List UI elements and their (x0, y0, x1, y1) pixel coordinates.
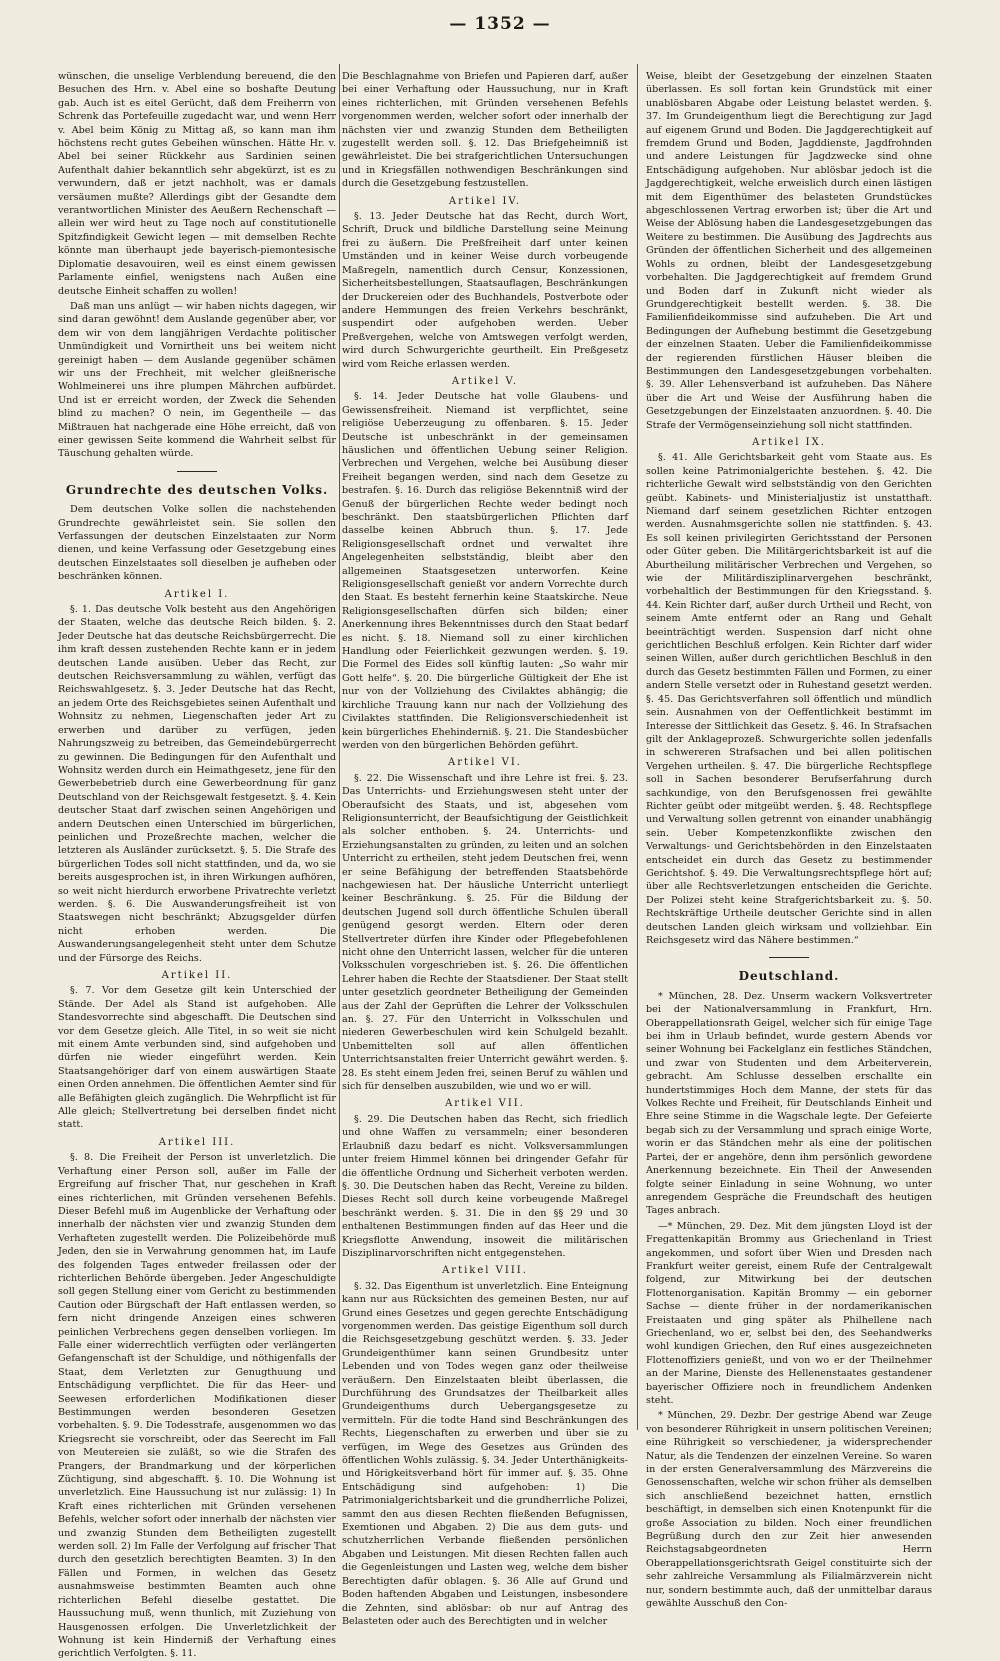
article-text: wünschen, die unselige Verblendung bereuend, die den Besuchen des Hrn. v. Abel eine so boshafte Deutung gab. Auch ist es eitel Gerücht, daß dem Freiherrn von Schrenk das Portefeuille zugedacht war, und wenn Herr v. Abel beim König zu Mittag aß, so kann man ihm höchstens recht gutes Gebeihen wünschen. Hätte Hr. v. Abel bei seiner Rückkehr aus Sardinien seinen Aufenthalt dahier bekanntlich sehr abgekürzt, ist es zu verwundern, daß er jetzt nachholt, was er damals versäumen mußte? Allerdings gibt der Gesandte dem verantwortlichen Minister des Aeußern Rechenschaft — allein wer wird heut zu Tage noch auf constitutionelle Spitzfindigkeit Gewicht legen — mit demselben Rechte könnte man überhaupt jede bayerisch-piemontesische Diplomatie desavouiren, weil es einst einem gewissen Parlamente einfiel, wenigstens nach Außen eine deutsche Einheit schaffen zu wollen! (58, 71, 336, 297)
column-right (646, 70, 932, 1610)
section-heading: Deutschland. (738, 969, 840, 984)
article-heading: Artikel III. (158, 1136, 236, 1148)
column-middle (342, 70, 628, 1627)
article-text: Die Beschlagnahme von Briefen und Papieren darf, außer bei einer Verhaftung oder Haussuchung, nur in Kraft eines richterlichen, mit Gründen versehenen Befehls vorgenommen werden, welcher sofort oder innerhalb der nächsten vier und zwanzig Stunden dem Betheiligten zugestellt werden soll. §. 12. Das Briefgeheimniß ist gewährleistet. Die bei strafgerichtlichen Untersuchungen und in Kriegsfällen nothwendigen Beschränkungen sind durch die Gesetzgebung festzustellen. (342, 71, 628, 190)
article-text: §. 41. Alle Gerichtsbarkeit geht vom Staate aus. Es sollen keine Patrimonialgerichte bestehen. §. 42. Die richterliche Gewalt wird selbstständig von den Gerichten geübt. Kabinets- und Ministerialjustiz ist unstatthaft. Niemand darf seinem gesetzlichen Richter entzogen werden. Ausnahmsgerichte sollen nie stattfinden. §. 43. Es soll keinen privilegirten Gerichtsstand der Personen oder Güter geben. Die Militärgerichtsbarkeit ist auf die Aburtheilung militärischer Verbrechen und Vergehen, so wie der Militärdisziplinarvergehen beschränkt, vorbehaltlich der Bestimmungen für den Kriegsstand. §. 44. Kein Richter darf, außer durch Urtheil und Recht, von seinem Amte entfernt oder an Rang und Gehalt beeinträchtigt werden. Suspension darf nicht ohne gerichtlichen Beschluß erfolgen. Kein Richter darf wider seinen Willen, außer durch gerichtlichen Beschluß in den durch das Gesetz bestimmten Fällen und Formen, zu einer andern Stelle versetzt oder in Ruhestand gesetzt werden. §. 45. Das Gerichtsverfahren soll öffentlich und mündlich sein. Ausnahmen von der Oeffentlichkeit bestimmt im Interesse der Sittlichkeit das Gesetz. §. 46. In Strafsachen gilt der Anklageprozeß. Schwurgerichte sollen jedenfalls in schwereren Strafsachen und bei allen politischen Vergehen urtheilen. §. 47. Die bürgerliche Rechtspflege soll in Sachen besonderer Berufserfahrung durch sachkundige, von den Berufsgenossen frei gewählte Richter geübt oder mitgeübt werden. §. 48. Rechtspflege und Verwaltung sollen getrennt von einander unabhängig sein. Ueber Kompetenzkonflikte zwischen den Verwaltungs- und Gerichtsbehörden in den Einzelstaaten entscheidet ein durch das Gesetz zu bestimmender Gerichtshof. §. 49. Die Verwaltungsrechtspflege hört auf; über alle Rechtsverletzungen entscheiden die Gerichte. Der Polizei steht keine Strafgerichtsbarkeit zu. §. 50. Rechtskräftige Urtheile deutscher Gerichte sind in allen deutschen Landen gleich wirksam und vollziehbar. Ein Reichsgesetz wird das Nähere bestimmen.“ (646, 452, 932, 946)
article-text: §. 8. Die Freiheit der Person ist unverletzlich. Die Verhaftung einer Person soll, außer im Falle der Ergreifung auf frischer That, nur geschehen in Kraft eines richterlichen, mit Gründen versehenen Befehls. Dieser Befehl muß im Augenblicke der Verhaftung oder innerhalb der nächsten vier und zwanzig Stunden dem Verhafteten zugestellt werden. Die Polizeibehörde muß Jeden, den sie in Verwahrung genommen hat, im Laufe des folgenden Tages entweder freilassen oder der richterlichen Behörde übergeben. Jeder Angeschuldigte soll gegen Stellung einer vom Gericht zu bestimmenden Caution oder Bürgschaft der Haft entlassen werden, so fern nicht dringende Anzeigen eines schweren peinlichen Verbrechens gegen denselben vorliegen. Im Falle einer widerrechtlich verfügten oder verlängerten Gefangenschaft ist der Schuldige, und nöthigenfalls der Staat, dem Verletzten zur Genugthuung und Entschädigung verpflichtet. Die für das Heer- und Seewesen erforderlichen Modifikationen dieser Bestimmungen werden besonderen Gesetzen vorbehalten. §. 9. Die Todesstrafe, ausgenommen wo das Kriegsrecht sie vorschreibt, oder das Seerecht im Fall von Meutereien sie zuläßt, so wie die Strafen des Prangers, der Brandmarkung und der körperlichen Züchtigung, sind abgeschafft. §. 10. Die Wohnung ist unverletzlich. Eine Haussuchung ist nur zulässig: 1) In Kraft eines richterlichen mit Gründen versehenen Befehls, welcher sofort oder innerhalb der nächsten vier und zwanzig Stunden dem Betheiligten zugestellt werden soll. 2) Im Falle der Verfolgung auf frischer That durch den gesetzlich berechtigten Beamten. 3) In den Fällen und Formen, in welchen das Gesetz ausnahmsweise bestimmten Beamten auch ohne richterlichen Befehl dieselbe gestattet. Die Haussuchung muß, wenn thunlich, mit Zuziehung von Hausgenossen erfolgen. Die Unverletzlichkeit der Wohnung ist kein Hinderniß der Verhaftung eines gerichtlich Verfolgten. §. 11. (58, 1152, 336, 1660)
news-item: * München, 28. Dez. Unserm wackern Volksvertreter bei der Nationalversammlung in Frankfurt, Hrn. Oberappellationsrath Geigel, welcher sich für einige Tage bei ihm in Urlaub befindet, wurde gestern Abends vor seiner Wohnung bei Fackelglanz ein festliches Ständchen, und zwar von Studenten und dem Arbeiterverein, gebracht. Am Schlusse desselben erschallte ein hundertstimmiges Hoch dem Manne, der stets für das Volkes Rechte und Freiheit, für Deutschlands Einheit und Ehre seine Stimme in die Wagschale legte. Der Gefeierte begab sich zu der Versammlung und sprach einige Worte, worin er das Ständchen mehr als eine der politischen Partei, der er angehöre, denn ihm persönlich gewordene Anerkennung bezeichnete. Ein Theil der Anwesenden folgte seiner Einladung in seine Wohnung, wo unter anregendem Gespräche die Freundschaft des heutigen Tages anbrach. (646, 990, 932, 1217)
article-heading: Artikel VI. (448, 757, 522, 769)
column-rule (637, 64, 638, 1430)
article-heading: Artikel IV. (448, 195, 522, 207)
article-heading: Artikel IX. (752, 436, 826, 448)
section-divider (769, 957, 809, 958)
article-text: §. 14. Jeder Deutsche hat volle Glaubens- und Gewissensfreiheit. Niemand ist verpflichtet, seine religiöse Ueberzeugung zu offenbaren. §. 15. Jeder Deutsche ist unbeschränkt in der gemeinsamen häuslichen und öffentlichen Uebung seiner Religion. Verbrechen und Vergehen, welche bei Ausübung dieser Freiheit begangen werden, sind nach dem Gesetze zu bestrafen. §. 16. Durch das religiöse Bekenntniß wird der Genuß der bürgerlichen Rechte weder bedingt noch beschränkt. Den staatsbürgerlichen Pflichten darf dasselbe keinen Abbruch thun. §. 17. Jede Religionsgesellschaft ordnet und verwaltet ihre Angelegenheiten selbstständig, bleibt aber den allgemeinen Staatsgesetzen unterworfen. Keine Religionsgesellschaft genießt vor andern Vorrechte durch den Staat. Es besteht fernerhin keine Staatskirche. Neue Religionsgesellschaften dürfen sich bilden; einer Anerkennung ihres Bekenntnisses durch den Staat bedarf es nicht. §. 18. Niemand soll zu einer kirchlichen Handlung oder Feierlichkeit gezwungen werden. §. 19. Die Formel des Eides soll künftig lauten: „So wahr mir Gott helfe“. §. 20. Die bürgerliche Gültigkeit der Ehe ist nur von der Vollziehung des Civilaktes abhängig; die kirchliche Trauung kann nur nach der Vollziehung des Civilaktes stattfinden. Die Religionsverschiedenheit ist kein bürgerliches Ehehinderniß. §. 21. Die Standesbücher werden von den bürgerlichen Behörden geführt. (342, 391, 628, 751)
news-item: * München, 29. Dezbr. Der gestrige Abend war Zeuge von besonderer Rührigkeit in unsern politischen Vereinen; eine Rührigkeit so verschiedener, ja widersprechender Natur, als die Tendenzen der einzelnen Vereine. So waren in der ersten Generalversammlung des Märzvereins die Genossenschaften, welche wir schon früher als demselben sich anschließend bezeichnet hatten, ernstlich beschäftigt, in demselben sich einen Knotenpunkt für die große Association zu bilden. Noch einer freundlichen Begrüßung durch den zur Zeit hier anwesenden Reichstagsabgeordneten Herrn Oberappellationsgerichtsrath Geigel constituirte sich der sehr zahlreiche Versammlung als Filialmärzverein nicht nur, sondern bestimmte auch, daß der unmittelbar daraus gewählte Ausschuß den Con- (646, 1410, 932, 1610)
page-number: — 1352 — (449, 14, 551, 34)
article-text: §. 32. Das Eigenthum ist unverletzlich. Eine Enteignung kann nur aus Rücksichten des gemeinen Besten, nur auf Grund eines Gesetzes und gegen gerechte Entschädigung vorgenommen werden. Das geistige Eigenthum soll durch die Reichsgesetzgebung geschützt werden. §. 33. Jeder Grundeigenthümer kann seinen Grundbesitz unter Lebenden und von Todes wegen ganz oder theilweise veräußern. Den Einzelstaaten bleibt überlassen, die Durchführung des Grundsatzes der Theilbarkeit alles Grundeigenthums durch Uebergangsgesetze zu vermitteln. Für die todte Hand sind Beschränkungen des Rechts, Liegenschaften zu erwerben und über sie zu verfügen, im Wege des Gesetzes aus Gründen des öffentlichen Wohls zulässig. §. 34. Jeder Unterthänigkeits- und Hörigkeitsverband hört für immer auf. §. 35. Ohne Entschädigung sind aufgehoben: 1) Die Patrimonialgerichtsbarkeit und die grundherrliche Polizei, sammt den aus diesen Rechten fließenden Befugnissen, Exemtionen und Abgaben. 2) Die aus dem guts- und schutzherrlichen Verbande fließenden persönlichen Abgaben und Leistungen. Mit diesen Rechten fallen auch die Gegenleistungen und Lasten weg, welche dem bisher Berechtigten dafür oblagen. §. 36 Alle auf Grund und Boden haftenden Abgaben und Leistungen, insbesondere die Zehnten, sind ablösbar: ob nur auf Antrag des Belasteten oder auch des Berechtigten und in welcher (342, 1280, 628, 1627)
article-text: Daß man uns anlügt — wir haben nichts dagegen, wir sind daran gewöhnt! dem Auslande gegenüber aber, vor dem wir von dem langjährigen Verdachte politischer Unmündigkeit und Vornirtheit uns bei weitem nicht gereinigt haben — dem Auslande gegenüber schämen wir uns der Frechheit, mit welcher gleißnerische Wohlmeinerei uns ihre plumpen Mährchen aufbürdet. Und ist er erreicht worden, der Zweck die Sehenden blind zu machen? O nein, im Gegentheile — das Mißtrauen hat nachgerade eine Höhe erreicht, daß von einer gewissen Seite kommend die Wahrheit selbst für Täuschung gehalten würde. (58, 300, 336, 460)
article-text: §. 22. Die Wissenschaft und ihre Lehre ist frei. §. 23. Das Unterrichts- und Erziehungswesen steht unter der Oberaufsicht des Staats, und ist, abgesehen vom Religionsunterricht, der Beaufsichtigung der Geistlichkeit als solcher enthoben. §. 24. Unterrichts- und Erziehungsanstalten zu gründen, zu leiten und an solchen Unterricht zu ertheilen, steht jedem Deutschen frei, wenn er seine Befähigung der betreffenden Staatsbehörde nachgewiesen hat. Der häusliche Unterricht unterliegt keiner Beschränkung. §. 25. Für die Bildung der deutschen Jugend soll durch öffentliche Schulen überall genügend gesorgt werden. Eltern oder deren Stellvertreter dürfen ihre Kinder oder Pflegebefohlenen nicht ohne den Unterricht lassen, welcher für die unteren Volksschulen vorgeschrieben ist. §. 26. Die öffentlichen Lehrer haben die Rechte der Staatsdiener. Der Staat stellt unter gesetzlich geordneter Betheiligung der Gemeinden aus der Zahl der Geprüften die Lehrer der Volksschulen an. §. 27. Für den Unterricht in Volksschulen und niederen Gewerbeschulen wird kein Schulgeld bezahlt. Unbemittelten soll auf allen öffentlichen Unterrichtsanstalten freier Unterricht gewährt werden. §. 28. Es steht einem Jeden frei, seinen Beruf zu wählen und sich für denselben auszubilden, wie und wo er will. (342, 772, 628, 1093)
article-heading: Artikel II. (161, 970, 233, 981)
section-heading: Grundrechte des deutschen Volks. (65, 482, 329, 497)
news-item: —* München, 29. Dez. Mit dem jüngsten Lloyd ist der Fregattenkapitän Brommy aus Griechenland in Triest angekommen, und sofort über Wien und Dresden nach Frankfurt weiter gereist, einem Rufe der Centralgewalt folgend, zur Mitwirkung bei der deutschen Flottenorganisation. Kapitän Brommy — ein geborner Sachse — diente früher in der nordamerikanischen Freistaaten und ging später als Philhellene nach Griechenland, wo er, selbst bei den, des Seehandwerks wohl kundigen Griechen, den Ruf eines ausgezeichneten Flottenoffiziers genießt, und von wo er der Theilnehmer an der Marine, Dienste des Hellenenstaates gestandener bayerischer Offiziere noch in freundlichem Andenken steht. (646, 1220, 932, 1406)
article-heading: Artikel VII. (445, 1098, 525, 1110)
article-heading: Artikel VIII. (442, 1265, 528, 1277)
article-text: §. 13. Jeder Deutsche hat das Recht, durch Wort, Schrift, Druck und bildliche Darstellung seine Meinung frei zu äußern. Die Preßfreiheit darf unter keinen Umständen und in keiner Weise durch vorbeugende Maßregeln, namentlich durch Censur, Konzessionen, Sicherheitsbestellungen, Staatsauflagen, Beschränkungen der Druckereien oder des Buchhandels, Postverbote oder andere Hemmungen des freien Verkehrs beschränkt, suspendirt oder aufgehoben werden. Ueber Preßvergehen, welche von Amtswegen verfolgt werden, wird durch Schwurgerichte geurtheilt. Ein Preßgesetz wird vom Reiche erlassen werden. (342, 211, 628, 370)
column-rule (339, 64, 340, 1430)
article-text: §. 7. Vor dem Gesetze gilt kein Unterschied der Stände. Der Adel als Stand ist aufgehoben. Alle Standesvorrechte sind abgeschafft. Die Deutschen sind vor dem Gesetze gleich. Alle Titel, in so weit sie nicht mit einem Amte verbunden sind, sind aufgehoben und dürfen nie wieder eingeführt werden. Kein Staatsangehöriger darf von einem auswärtigen Staate einen Orden annehmen. Die öffentlichen Aemter sind für alle Befähigten gleich zugänglich. Die Wehrpflicht ist für Alle gleich; Stellvertretung bei derselben findet nicht statt. (58, 985, 336, 1131)
intro-text: Dem deutschen Volke sollen die nachstehenden Grundrechte gewährleistet sein. Sie sollen den Verfassungen der deutschen Einzelstaaten zur Norm dienen, und keine Verfassung oder Gesetzgebung eines deutschen Einzelstaates soll dieselben je aufheben oder beschränken können. (58, 504, 336, 583)
article-text: Weise, bleibt der Gesetzgebung der einzelnen Staaten überlassen. Es soll fortan kein Grundstück mit einer unablösbaren Abgabe oder Leistung belastet werden. §. 37. Im Grundeigenthum liegt die Berechtigung zur Jagd auf eigenem Grund und Boden. Die Jagdgerechtigkeit auf fremdem Grund und Boden, Jagddienste, Jagdfrohnden und andere Leistungen für Jagdzwecke sind ohne Entschädigung aufgehoben. Nur ablösbar jedoch ist die Jagdgerechtigkeit, welche erweislich durch einen lästigen mit dem Eigenthümer des belasteten Grundstückes abgeschlossenen Vertrag erworben ist; über die Art und Weise der Ablösung haben die Landesgesetzgebungen das Weitere zu bestimmen. Die Ausübung des Jagdrechts aus Gründen der öffentlichen Sicherheit und des allgemeinen Wohls zu ordnen, bleibt der Landesgesetzgebung vorbehalten. Die Jagdgerechtigkeit auf fremdem Grund und Boden darf in Zukunft nicht wieder als Grundgerechtigkeit bestellt werden. §. 38. Die Familienfideikommisse sind aufzuheben. Die Art und Bedingungen der Aufhebung bestimmt die Gesetzgebung der einzelnen Staaten. Ueber die Familienfideikommisse der regierenden fürstlichen Häuser bleiben die Bestimmungen den Landesgesetzgebungen vorbehalten. §. 39. Aller Lehensverband ist aufzuheben. Das Nähere über die Art und Weise der Ausführung haben die Gesetzgebungen der Einzelstaaten anzuordnen. §. 40. Die Strafe der Vermögenseinziehung soll nicht stattfinden. (646, 71, 932, 431)
article-heading: Artikel I. (164, 588, 230, 600)
article-heading: Artikel V. (451, 375, 519, 387)
article-text: §. 1. Das deutsche Volk besteht aus den Angehörigen der Staaten, welche das deutsche Reich bilden. §. 2. Jeder Deutsche hat das deutsche Reichsbürgerrecht. Die ihm kraft dessen zustehenden Rechte kann er in jedem deutschen Lande ausüben. Ueber das Recht, zur deutschen Reichsversammlung zu wählen, verfügt das Reichswahlgesetz. §. 3. Jeder Deutsche hat das Recht, an jedem Orte des Reichsgebietes seinen Aufenthalt und Wohnsitz zu nehmen, Liegenschaften jeder Art zu erwerben und darüber zu verfügen, jeden Nahrungszweig zu betreiben, das Gemeindebürgerrecht zu gewinnen. Die Bedingungen für den Aufenthalt und Wohnsitz werden durch ein Heimathgesetz, jene für den Gewerbebetrieb durch eine Gewerbeordnung für ganz Deutschland von der Reichsgewalt festgesetzt. §. 4. Kein deutscher Staat darf zwischen seinen Angehörigen und andern Deutschen einen Unterschied im bürgerlichen, peinlichen und Prozeßrechte machen, welcher die letzteren als Ausländer zurücksetzt. §. 5. Die Strafe des bürgerlichen Todes soll nicht stattfinden, und da, wo sie bereits ausgesprochen ist, in ihren Wirkungen aufhören, so weit nicht hierdurch erworbene Privatrechte verletzt werden. §. 6. Die Auswanderungsfreiheit ist von Staatswegen nicht beschränkt; Abzugsgelder dürfen nicht erhoben werden. Die Auswanderungsangelegenheit steht unter dem Schutze und der Fürsorge des Reichs. (58, 604, 336, 964)
article-text: §. 29. Die Deutschen haben das Recht, sich friedlich und ohne Waffen zu versammeln; einer besonderen Erlaubniß dazu bedarf es nicht. Volksversammlungen unter freiem Himmel können bei dringender Gefahr für die öffentliche Ordnung und Sicherheit verboten werden. §. 30. Die Deutschen haben das Recht, Vereine zu bilden. Dieses Recht soll durch keine vorbeugende Maßregel beschränkt werden. §. 31. Die in den §§ 29 und 30 enthaltenen Bestimmungen finden auf das Heer und die Kriegsflotte Anwendung, insoweit die militärischen Disziplinarvorschriften nicht entgegenstehen. (342, 1113, 628, 1259)
column-left (58, 70, 336, 1660)
section-divider (177, 471, 217, 472)
